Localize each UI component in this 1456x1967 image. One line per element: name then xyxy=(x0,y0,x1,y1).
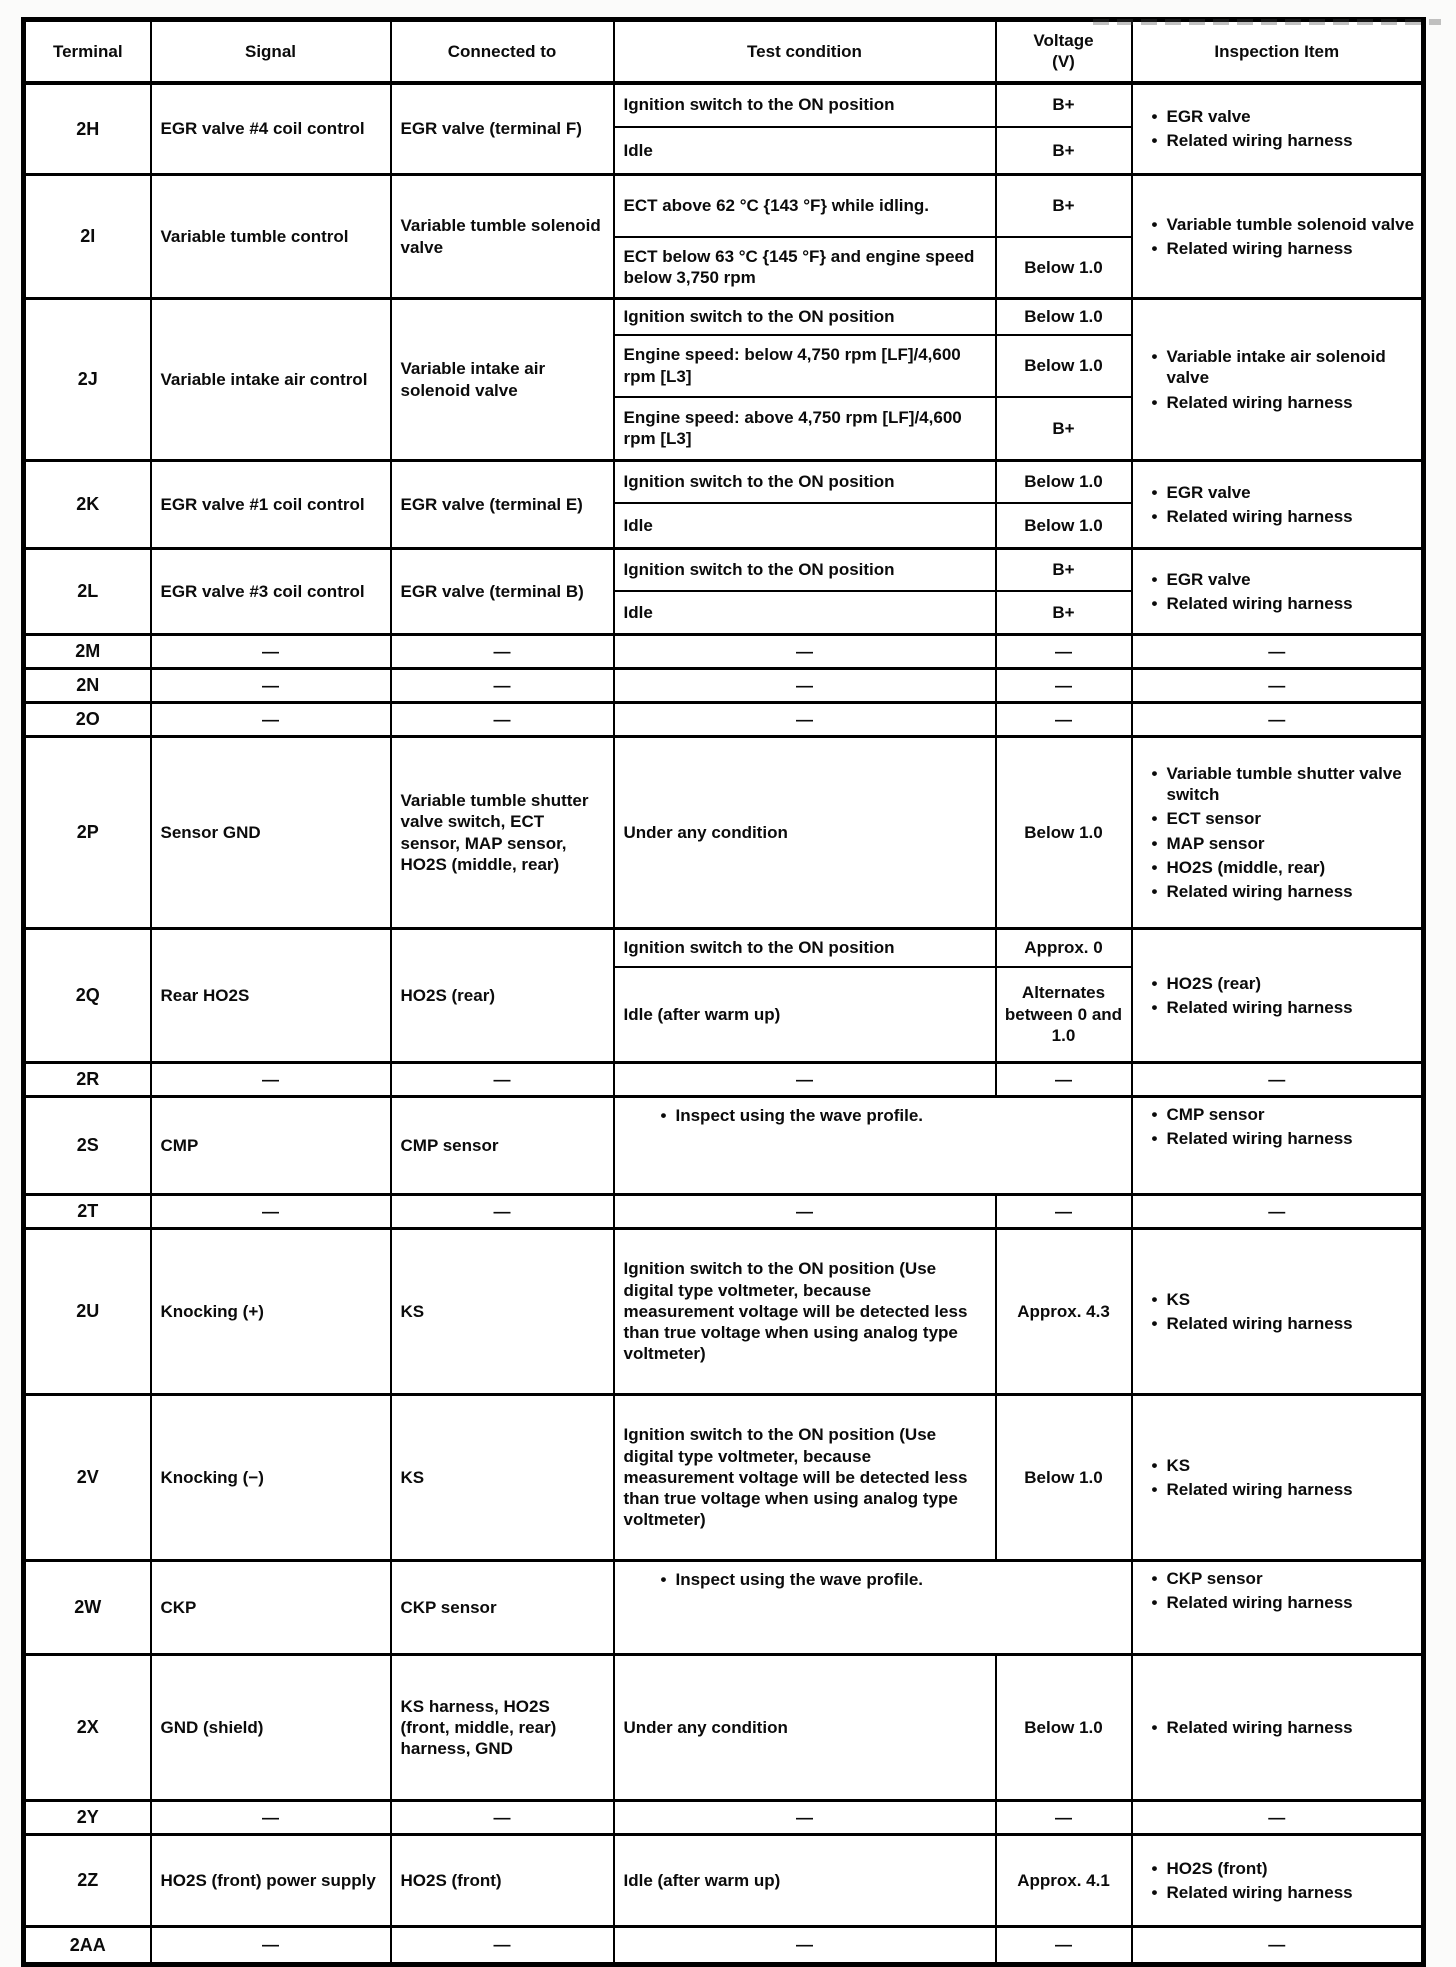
bullet-text: Related wiring harness xyxy=(1166,131,1353,151)
bullet-item xyxy=(1143,1313,1416,1334)
signal-cell: EGR valve #4 coil control xyxy=(151,83,391,175)
bullet-item xyxy=(1143,482,1416,503)
voltage-cell: — xyxy=(996,1801,1132,1835)
inspection-cell: — xyxy=(1132,1195,1424,1229)
inspection-list xyxy=(1143,1717,1416,1738)
bullet-icon: • xyxy=(1151,1480,1158,1499)
table-row-2H-1 xyxy=(24,83,1424,127)
bullet-text: ECT sensor xyxy=(1166,809,1261,829)
bullet-item xyxy=(1143,214,1416,235)
connected-to-cell: EGR valve (terminal B) xyxy=(391,549,614,635)
table-row-2N xyxy=(24,669,1424,703)
test-condition-cell: Idle (after warm up) xyxy=(614,967,996,1063)
bullet-text: Related wiring harness xyxy=(1166,1129,1353,1149)
voltage-cell: Approx. 4.1 xyxy=(996,1835,1132,1927)
bullet-item xyxy=(1143,1592,1416,1613)
bullet-text: KS xyxy=(1166,1289,1191,1309)
bullet-text: HO2S (rear) xyxy=(1166,973,1261,993)
connected-to-cell: — xyxy=(391,1195,614,1229)
voltage-cell: Approx. 4.3 xyxy=(996,1229,1132,1395)
table-row-2P xyxy=(24,737,1424,929)
bullet-text: EGR valve xyxy=(1166,107,1251,126)
signal-cell: EGR valve #3 coil control xyxy=(151,549,391,635)
connected-to-cell: KS xyxy=(391,1395,614,1561)
voltage-cell: B+ xyxy=(996,83,1132,127)
bullet-item xyxy=(1143,833,1416,854)
table-row-2J-1 xyxy=(24,299,1424,335)
signal-cell: CKP xyxy=(151,1561,391,1655)
bullet-item xyxy=(1143,130,1416,151)
bullet-text: CMP sensor xyxy=(1166,1105,1265,1124)
bullet-text: EGR valve xyxy=(1166,482,1251,502)
bullet-text: CKP sensor xyxy=(1166,1569,1263,1588)
bullet-item xyxy=(1143,392,1416,413)
table-row-2Q-1 xyxy=(24,929,1424,967)
inspection-list xyxy=(1143,214,1416,260)
table-row-2S xyxy=(24,1097,1424,1195)
column-header-terminal: Terminal xyxy=(24,20,151,83)
connected-to-cell: HO2S (rear) xyxy=(391,929,614,1063)
voltage-cell: — xyxy=(996,1063,1132,1097)
voltage-cell: Alternates between 0 and 1.0 xyxy=(996,967,1132,1063)
test-condition-cell: Ignition switch to the ON position xyxy=(614,83,996,127)
inspection-cell xyxy=(1132,1097,1424,1195)
bullet-text: Related wiring harness xyxy=(1166,1883,1353,1902)
bullet-text: Related wiring harness xyxy=(1166,1593,1353,1613)
inspection-cell xyxy=(1132,1835,1424,1927)
signal-cell: Knocking (+) xyxy=(151,1229,391,1395)
bullet-icon: • xyxy=(1151,973,1158,993)
signal-cell: Variable intake air control xyxy=(151,299,391,461)
bullet-text: Related wiring harness xyxy=(1166,594,1353,613)
bullet-icon: • xyxy=(1151,392,1158,412)
signal-cell: — xyxy=(151,635,391,669)
bullet-item xyxy=(1143,997,1416,1018)
inspection-cell xyxy=(1132,299,1424,461)
signal-cell: HO2S (front) power supply xyxy=(151,1835,391,1927)
bullet-icon: • xyxy=(1151,1858,1158,1878)
bullet-item xyxy=(624,1103,1122,1126)
bullet-icon: • xyxy=(1151,1314,1158,1333)
table-row-2AA xyxy=(24,1927,1424,1965)
bullet-icon: • xyxy=(1151,1105,1158,1124)
table-header xyxy=(24,20,1424,83)
connected-to-cell: — xyxy=(391,635,614,669)
terminal-cell: 2Z xyxy=(24,1835,151,1927)
connected-to-cell: Variable intake air solenoid valve xyxy=(391,299,614,461)
bullet-text: Related wiring harness xyxy=(1166,507,1353,526)
table-row-2Z xyxy=(24,1835,1424,1927)
inspection-cell xyxy=(1132,929,1424,1063)
terminal-voltage-table xyxy=(21,17,1426,1967)
inspection-cell xyxy=(1132,175,1424,299)
bullet-icon: • xyxy=(1151,998,1158,1017)
connected-to-cell: EGR valve (terminal F) xyxy=(391,83,614,175)
terminal-cell: 2P xyxy=(24,737,151,929)
voltage-cell: B+ xyxy=(996,549,1132,591)
terminal-cell: 2O xyxy=(24,703,151,737)
voltage-cell: — xyxy=(996,703,1132,737)
test-condition-cell: Ignition switch to the ON position xyxy=(614,929,996,967)
connected-to-cell: Variable tumble shutter valve switch, ECT sensor, MAP sensor, HO2S (middle, rear) xyxy=(391,737,614,929)
column-header-inspection-item: Inspection Item xyxy=(1132,20,1424,83)
bullet-icon: • xyxy=(1151,809,1158,829)
column-header-connected-to: Connected to xyxy=(391,20,614,83)
bullet-item xyxy=(1143,506,1416,527)
voltage-cell: Below 1.0 xyxy=(996,737,1132,929)
bullet-text: Related wiring harness xyxy=(1166,1314,1353,1333)
table-row-2W xyxy=(24,1561,1424,1655)
bullet-text: Related wiring harness xyxy=(1166,1480,1353,1499)
connected-to-cell: Variable tumble solenoid valve xyxy=(391,175,614,299)
bullet-item xyxy=(1143,973,1416,994)
signal-cell: — xyxy=(151,1927,391,1965)
terminal-cell: 2S xyxy=(24,1097,151,1195)
bullet-icon: • xyxy=(1151,1717,1158,1737)
signal-cell: — xyxy=(151,703,391,737)
voltage-cell: — xyxy=(996,635,1132,669)
bullet-icon: • xyxy=(1151,482,1158,502)
inspection-cell: — xyxy=(1132,669,1424,703)
bullet-icon: • xyxy=(1151,833,1158,853)
bullet-text: Variable tumble shutter valve switch xyxy=(1166,763,1402,804)
table-row-2I-1 xyxy=(24,175,1424,237)
bullet-item xyxy=(1143,238,1416,259)
bullet-item xyxy=(1143,569,1416,590)
inspection-list xyxy=(1143,973,1416,1019)
bullet-item xyxy=(1143,808,1416,829)
terminal-cell: 2I xyxy=(24,175,151,299)
connected-to-cell: KS xyxy=(391,1229,614,1395)
bullet-icon: • xyxy=(1151,1883,1158,1902)
inspection-cell: — xyxy=(1132,1801,1424,1835)
test-condition-cell: Engine speed: above 4,750 rpm [LF]/4,600 rpm [L3] xyxy=(614,397,996,461)
bullet-icon: • xyxy=(1151,107,1158,126)
bullet-icon: • xyxy=(1151,569,1158,589)
bullet-text: Related wiring harness xyxy=(1166,998,1353,1017)
test-condition-cell xyxy=(614,1097,1132,1195)
test-condition-cell: ECT below 63 °C {145 °F} and engine speed below 3,750 rpm xyxy=(614,237,996,299)
bullet-text: Inspect using the wave profile. xyxy=(675,1106,923,1125)
table-body xyxy=(24,83,1424,1965)
signal-cell: — xyxy=(151,1801,391,1835)
bullet-text: MAP sensor xyxy=(1166,833,1265,853)
table-row-2U xyxy=(24,1229,1424,1395)
connected-to-cell: CMP sensor xyxy=(391,1097,614,1195)
column-header-signal: Signal xyxy=(151,20,391,83)
bullet-item xyxy=(624,1567,1122,1590)
inspection-list xyxy=(1143,1455,1416,1501)
terminal-cell: 2U xyxy=(24,1229,151,1395)
test-condition-cell: ECT above 62 °C {143 °F} while idling. xyxy=(614,175,996,237)
bullet-icon: • xyxy=(1151,1455,1158,1475)
voltage-cell: Below 1.0 xyxy=(996,299,1132,335)
bullet-icon: • xyxy=(1151,594,1158,613)
inspection-list xyxy=(1143,482,1416,528)
test-condition-cell: — xyxy=(614,1195,996,1229)
test-condition-cell: Ignition switch to the ON position xyxy=(614,461,996,503)
bullet-item xyxy=(1143,106,1416,127)
terminal-cell: 2T xyxy=(24,1195,151,1229)
terminal-cell: 2N xyxy=(24,669,151,703)
bullet-text: EGR valve xyxy=(1166,569,1251,589)
bullet-item xyxy=(1143,857,1416,878)
terminal-cell: 2Y xyxy=(24,1801,151,1835)
bullet-item xyxy=(1143,1568,1416,1589)
voltage-header-line2: (V) xyxy=(1052,52,1075,72)
bullet-item xyxy=(1143,1717,1416,1738)
bullet-icon: • xyxy=(1151,1289,1158,1309)
connected-to-cell: — xyxy=(391,1063,614,1097)
table-row-2O xyxy=(24,703,1424,737)
bullet-item xyxy=(1143,346,1416,389)
terminal-cell: 2R xyxy=(24,1063,151,1097)
signal-cell: GND (shield) xyxy=(151,1655,391,1801)
inspection-list xyxy=(1143,763,1416,903)
bullet-icon: • xyxy=(1151,347,1158,367)
bullet-text: Variable intake air solenoid valve xyxy=(1166,347,1386,388)
test-condition-cell: Ignition switch to the ON position xyxy=(614,299,996,335)
test-condition-cell: Under any condition xyxy=(614,737,996,929)
connected-to-cell: — xyxy=(391,1801,614,1835)
bullet-item xyxy=(1143,1289,1416,1310)
table-row-2T xyxy=(24,1195,1424,1229)
inspection-cell xyxy=(1132,549,1424,635)
signal-cell: — xyxy=(151,1195,391,1229)
bullet-icon: • xyxy=(1151,239,1158,258)
inspection-list xyxy=(1143,1858,1416,1904)
bullet-icon: • xyxy=(1151,507,1158,526)
table-header-row xyxy=(24,20,1424,83)
bullet-icon: • xyxy=(1151,882,1158,901)
inspection-cell xyxy=(1132,83,1424,175)
signal-cell: EGR valve #1 coil control xyxy=(151,461,391,549)
voltage-cell: Below 1.0 xyxy=(996,461,1132,503)
test-condition-cell: Idle xyxy=(614,503,996,549)
test-condition-cell: Engine speed: below 4,750 rpm [LF]/4,600 rpm [L3] xyxy=(614,335,996,397)
bullet-icon: • xyxy=(660,1570,667,1589)
voltage-cell: Below 1.0 xyxy=(996,1395,1132,1561)
bullet-icon: • xyxy=(1151,763,1158,783)
bullet-item xyxy=(1143,1479,1416,1500)
voltage-cell: B+ xyxy=(996,175,1132,237)
voltage-cell: Below 1.0 xyxy=(996,237,1132,299)
bullet-text: Related wiring harness xyxy=(1166,1717,1353,1737)
inspection-list xyxy=(1143,346,1416,413)
signal-cell: CMP xyxy=(151,1097,391,1195)
bullet-icon: • xyxy=(1151,1129,1158,1149)
table-row-2Y xyxy=(24,1801,1424,1835)
bullet-icon: • xyxy=(1151,214,1158,234)
signal-cell: — xyxy=(151,1063,391,1097)
voltage-cell: B+ xyxy=(996,127,1132,175)
terminal-cell: 2V xyxy=(24,1395,151,1561)
bullet-text: HO2S (middle, rear) xyxy=(1166,857,1326,877)
test-condition-cell: — xyxy=(614,703,996,737)
terminal-cell: 2X xyxy=(24,1655,151,1801)
inspection-cell: — xyxy=(1132,703,1424,737)
inspection-cell xyxy=(1132,1229,1424,1395)
test-condition-cell: Idle xyxy=(614,127,996,175)
voltage-cell: — xyxy=(996,1927,1132,1965)
voltage-cell: Below 1.0 xyxy=(996,503,1132,549)
bullet-text: Variable tumble solenoid valve xyxy=(1166,214,1415,234)
table-row-2V xyxy=(24,1395,1424,1561)
column-header-test-condition: Test condition xyxy=(614,20,996,83)
bullet-text: HO2S (front) xyxy=(1166,1858,1268,1878)
voltage-cell: Below 1.0 xyxy=(996,1655,1132,1801)
connected-to-cell: — xyxy=(391,1927,614,1965)
inspection-list xyxy=(1143,106,1416,152)
test-condition-cell: Ignition switch to the ON position (Use digital type voltmeter, because measurement voltage will be detected less than true voltage when using analog type voltmeter) xyxy=(614,1395,996,1561)
bullet-text: Related wiring harness xyxy=(1166,392,1353,412)
connected-to-cell: — xyxy=(391,669,614,703)
test-condition-cell: Idle (after warm up) xyxy=(614,1835,996,1927)
connected-to-cell: — xyxy=(391,703,614,737)
test-condition-cell: — xyxy=(614,669,996,703)
column-header-voltage xyxy=(996,20,1132,83)
inspection-list xyxy=(1143,569,1416,615)
table-row-2X xyxy=(24,1655,1424,1801)
inspection-cell xyxy=(1132,737,1424,929)
signal-cell: Rear HO2S xyxy=(151,929,391,1063)
bullet-item xyxy=(1143,1455,1416,1476)
inspection-cell: — xyxy=(1132,1063,1424,1097)
signal-cell: Sensor GND xyxy=(151,737,391,929)
bullet-item xyxy=(1143,593,1416,614)
terminal-cell: 2W xyxy=(24,1561,151,1655)
test-condition-cell xyxy=(614,1561,1132,1655)
inspection-cell xyxy=(1132,461,1424,549)
signal-cell: — xyxy=(151,669,391,703)
terminal-cell: 2J xyxy=(24,299,151,461)
inspection-cell: — xyxy=(1132,635,1424,669)
voltage-cell: Below 1.0 xyxy=(996,335,1132,397)
bullet-icon: • xyxy=(1151,131,1158,151)
inspection-cell xyxy=(1132,1561,1424,1655)
table-row-2R xyxy=(24,1063,1424,1097)
test-condition-cell: — xyxy=(614,1801,996,1835)
bullet-icon: • xyxy=(1151,1569,1158,1588)
scan-artifact xyxy=(1093,19,1441,25)
connected-to-cell: KS harness, HO2S (front, middle, rear) harness, GND xyxy=(391,1655,614,1801)
inspection-list xyxy=(1143,1104,1416,1150)
terminal-cell: 2K xyxy=(24,461,151,549)
bullet-text: Related wiring harness xyxy=(1166,882,1353,901)
inspection-list xyxy=(1143,1289,1416,1335)
test-condition-cell: Under any condition xyxy=(614,1655,996,1801)
bullet-icon: • xyxy=(1151,857,1158,877)
terminal-cell: 2M xyxy=(24,635,151,669)
connected-to-cell: HO2S (front) xyxy=(391,1835,614,1927)
table-row-2L-1 xyxy=(24,549,1424,591)
test-condition-cell: Idle xyxy=(614,591,996,635)
bullet-item xyxy=(1143,1104,1416,1125)
signal-cell: Knocking (−) xyxy=(151,1395,391,1561)
test-condition-cell: Ignition switch to the ON position (Use digital type voltmeter, because measurement voltage will be detected less than true voltage when using analog type voltmeter) xyxy=(614,1229,996,1395)
bullet-item xyxy=(1143,1858,1416,1879)
test-condition-cell: — xyxy=(614,1063,996,1097)
inspection-list xyxy=(1143,1568,1416,1614)
test-condition-cell: — xyxy=(614,635,996,669)
voltage-cell: B+ xyxy=(996,397,1132,461)
voltage-cell: Approx. 0 xyxy=(996,929,1132,967)
bullet-text: Inspect using the wave profile. xyxy=(675,1570,923,1589)
bullet-text: Related wiring harness xyxy=(1166,239,1353,258)
bullet-icon: • xyxy=(1151,1593,1158,1613)
bullet-item xyxy=(1143,1882,1416,1903)
test-condition-cell: — xyxy=(614,1927,996,1965)
terminal-cell: 2Q xyxy=(24,929,151,1063)
bullet-item xyxy=(1143,763,1416,806)
bullet-item xyxy=(1143,1128,1416,1149)
inspection-cell: — xyxy=(1132,1927,1424,1965)
bullet-item xyxy=(1143,881,1416,902)
test-condition-cell: Ignition switch to the ON position xyxy=(614,549,996,591)
connected-to-cell: EGR valve (terminal E) xyxy=(391,461,614,549)
voltage-cell: B+ xyxy=(996,591,1132,635)
bullet-icon: • xyxy=(660,1106,667,1125)
terminal-cell: 2AA xyxy=(24,1927,151,1965)
table-row-2K-1 xyxy=(24,461,1424,503)
voltage-cell: — xyxy=(996,669,1132,703)
connected-to-cell: CKP sensor xyxy=(391,1561,614,1655)
inspection-cell xyxy=(1132,1395,1424,1561)
voltage-cell: — xyxy=(996,1195,1132,1229)
table-row-2M xyxy=(24,635,1424,669)
terminal-cell: 2L xyxy=(24,549,151,635)
signal-cell: Variable tumble control xyxy=(151,175,391,299)
bullet-text: KS xyxy=(1166,1455,1191,1475)
terminal-cell: 2H xyxy=(24,83,151,175)
voltage-header-line1: Voltage xyxy=(1033,31,1094,50)
inspection-cell xyxy=(1132,1655,1424,1801)
